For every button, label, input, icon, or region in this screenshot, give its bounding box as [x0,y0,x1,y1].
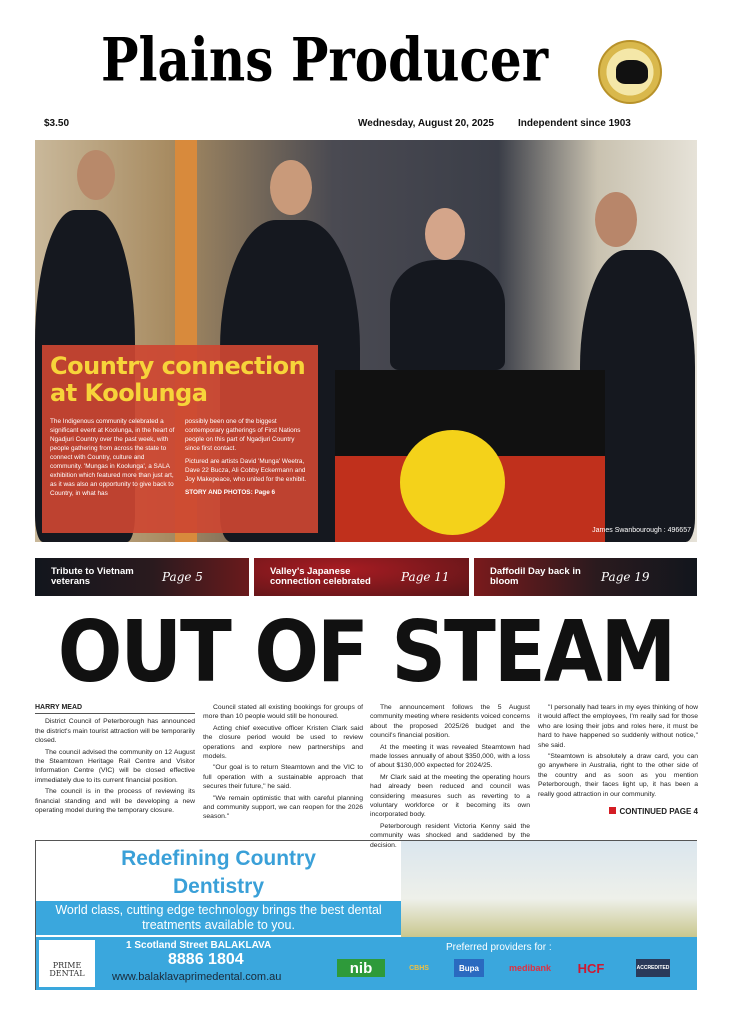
feature-text: possibly been one of the biggest contemporary gatherings of First Nations people on this part of Ngadjuri Country since first contact. [185,418,301,452]
continued-link[interactable]: CONTINUED PAGE 4 [538,807,698,816]
teaser-daffodil[interactable]: Daffodil Day back in bloom Page 19 [474,558,697,596]
ad-website[interactable]: www.balaklavaprimedental.com.au [112,971,282,983]
providers-label: Preferred providers for : [446,942,552,953]
story-column-3: The announcement follows the 5 August community meeting where residents voiced concerns about the proposed 2025/26 budget and the council's financial position. At the meeting it was revealed Steamtown had made losses annually of about $350,000, with a loss of about $130,000 expected for 2024/25. Mr Clark said at the meeting the operating hours had already been reduced and council was considering measures such as reverting to a voluntary workforce or it becoming its own incorporated body. Peterborough resident Victoria Kenny said the community was shocked and saddened by the decision. [370,704,530,849]
aboriginal-flag [335,370,605,542]
award-seal [598,40,662,104]
story-column-2: Council stated all existing bookings for groups of more than 10 people would still be honoured. Acting chief executive officer Kristen Clark said the closure period would be used to review operations and explore new partnerships and models. "Our goal is to return Steamtown and the VIC to full operation with a sustainable approach that secures their future," he said. "We remain optimistic that with careful planning and community support, we can reopen for the 2026 season." [203,704,363,821]
medibank-logo: medibank [508,963,551,973]
bull-icon [616,60,648,84]
teaser-vietnam[interactable]: Tribute to Vietnam veterans Page 5 [35,558,249,596]
accredited-logo: ACCREDITED [636,959,670,977]
feature-box [42,345,318,533]
feature-caption: Pictured are artists David 'Munga' Weetra, Dave 22 Bucza, Ali Cobby Eckermann and Joy Makepeace, who united for the exhibit. [185,458,307,483]
prime-dental-logo: PRIME DENTAL [39,940,95,987]
photo-credit: James Swanbourough : 496657 [592,527,691,534]
issue-date: Wednesday, August 20, 2025 [358,118,494,129]
feature-headline: Country connection at Koolunga [50,352,306,407]
tagline: Independent since 1903 [518,118,631,129]
hcf-logo: HCF [577,960,605,976]
feature-text: The Indigenous community celebrated a significant event at Koolunga, in the heart of Ngadjuri Country over the past week, with people gathering from across the state to connect with Country, culture and community. 'Mungas in Koolunga', a SALA exhibition which featured more than just art, as it was also an opportunity to give back to Country, in what has [50,418,175,497]
ad-address: 1 Scotland Street BALAKLAVA [126,940,272,951]
bupa-logo: Bupa [454,959,484,977]
nib-logo: nib [337,959,385,977]
family-photo [401,841,697,937]
feature-cta[interactable]: STORY AND PHOTOS: Page 6 [185,489,276,496]
teaser-japanese[interactable]: Valley's Japanese connection celebrated Page 11 [254,558,469,596]
byline: HARRY MEAD [35,703,195,714]
cbhs-logo: CBHS [409,964,429,972]
ad-title: Redefining Country Dentistry [121,847,316,898]
masthead-title: Plains Producer [100,24,549,95]
ad-phone: 8886 1804 [168,951,244,968]
story-column-1: HARRY MEAD District Council of Peterborough has announced the district's main tourist attraction will be temporarily closed. The council advised the community on 12 August the Steamtown Heritage Rail Centre and Visitor Information Centre (VIC) will be closed effective immediately due to its current financial position. The council is in the process of reviewing its financial standing and will be developing a new operating model during the temporary closure. [35,704,195,815]
main-headline: OUT OF STEAM [57,601,675,702]
ad-subtitle: World class, cutting edge technology brings the best dental treatments available to you. [36,901,401,935]
price: $3.50 [44,118,70,129]
story-column-4: "I personally had tears in my eyes thinking of how it would affect the employees, I'm really sad for those who are losing their jobs and roles here, it must be hard to have happened so suddenly without notice," she said. "Steamtown is absolutely a draw card, you can go anywhere in Australia, right to the other side of the country and as soon as you mention Peterborough, their faces light up, it has been a really good attraction in our community. CONTINUED PAGE 4 [538,704,698,817]
dental-advertisement[interactable] [35,840,697,990]
